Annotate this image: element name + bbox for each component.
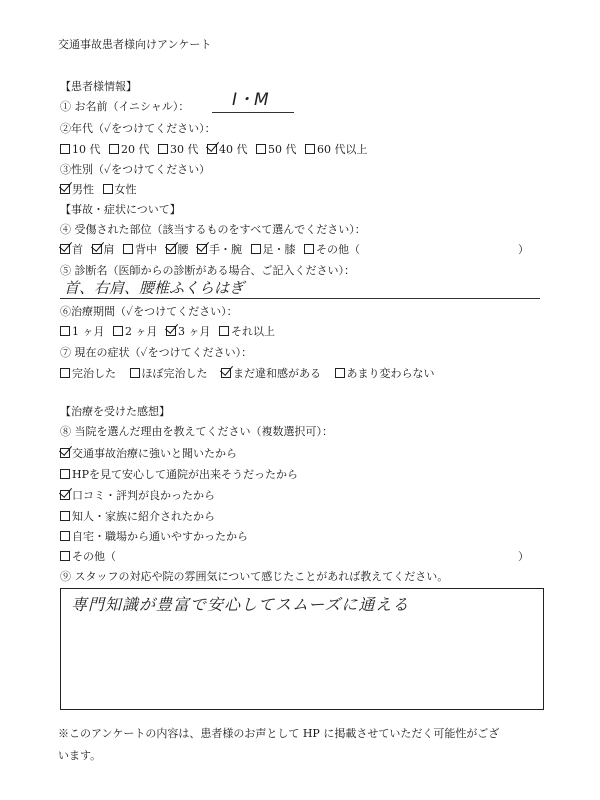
- q4-label: ④ 受傷された部位（該当するものをすべて選んでください）：: [60, 223, 366, 236]
- checkbox-icon[interactable]: [60, 531, 70, 541]
- q2-option[interactable]: 40 代: [207, 143, 248, 157]
- q8-close-paren: ）: [518, 550, 529, 563]
- q5-label: ⑤ 診断名（医師からの診断がある場合、ご記入ください）：: [60, 264, 355, 277]
- checkbox-icon[interactable]: [251, 244, 261, 254]
- q6-option[interactable]: それ以上: [219, 325, 275, 339]
- q6-options: [60, 325, 280, 339]
- q6-option[interactable]: 3 ヶ月: [166, 325, 211, 339]
- checked-checkbox-icon[interactable]: [60, 244, 70, 254]
- q7-options: [60, 367, 440, 381]
- checked-checkbox-icon[interactable]: [166, 244, 176, 254]
- q7-option[interactable]: 完治した: [60, 367, 116, 381]
- q8-option[interactable]: 口コミ・評判が良かったから: [60, 489, 215, 503]
- q3-options: [60, 183, 142, 197]
- checkbox-icon[interactable]: [60, 469, 70, 479]
- q7-option[interactable]: ほぼ完治した: [130, 367, 208, 381]
- checkbox-icon[interactable]: [123, 244, 133, 254]
- checkbox-icon[interactable]: [130, 368, 140, 378]
- q2-option[interactable]: 20 代: [109, 143, 150, 157]
- checked-checkbox-icon[interactable]: [92, 244, 102, 254]
- checked-checkbox-icon[interactable]: [166, 326, 176, 336]
- q4-option[interactable]: その他（: [304, 243, 360, 257]
- checked-checkbox-icon[interactable]: [60, 490, 70, 500]
- q4-options: [60, 243, 365, 257]
- checked-checkbox-icon[interactable]: [197, 244, 207, 254]
- checked-checkbox-icon[interactable]: [221, 368, 231, 378]
- q8-option[interactable]: HPを見て安心して通院が出来そうだったから: [60, 468, 298, 482]
- q8-option[interactable]: 交通事故治療に強いと聞いたから: [60, 447, 237, 461]
- q9-label: ⑨ スタッフの対応や院の雰囲気について感じたことがあれば教えてください。: [60, 570, 449, 583]
- checkbox-icon[interactable]: [219, 326, 229, 336]
- q2-option[interactable]: 50 代: [256, 143, 297, 157]
- section-heading-impression: 【治療を受けた感想】: [60, 405, 170, 418]
- checkbox-icon[interactable]: [60, 144, 70, 154]
- q1-answer[interactable]: I・M: [232, 90, 269, 110]
- q9-answer[interactable]: 専門知識が豊富で安心してスムーズに通える: [71, 595, 410, 614]
- checked-checkbox-icon[interactable]: [207, 144, 217, 154]
- checkbox-icon[interactable]: [158, 144, 168, 154]
- q3-option[interactable]: 女性: [103, 183, 137, 197]
- section-heading-accident: 【事故・症状について】: [60, 203, 181, 216]
- q8-option[interactable]: 知人・家族に紹介されたから: [60, 510, 215, 524]
- q2-option[interactable]: 10 代: [60, 143, 101, 157]
- q2-option[interactable]: 30 代: [158, 143, 199, 157]
- q6-label: ⑥治療期間（✓をつけてください）：: [60, 305, 238, 318]
- q1-answer-line: [212, 112, 294, 113]
- checkbox-icon[interactable]: [335, 368, 345, 378]
- q8-option[interactable]: その他（: [60, 550, 116, 564]
- q4-option[interactable]: 肩: [92, 243, 115, 257]
- q7-option[interactable]: あまり変わらない: [335, 367, 435, 381]
- checked-checkbox-icon[interactable]: [60, 184, 70, 194]
- q2-options: [60, 143, 373, 157]
- q2-label: ②年代（✓をつけてください）：: [60, 122, 216, 135]
- q8-label: ⑧ 当院を選んだ理由を教えてください（複数選択可）：: [60, 425, 333, 438]
- q6-option[interactable]: 1 ヶ月: [60, 325, 105, 339]
- checkbox-icon[interactable]: [304, 244, 314, 254]
- q1-label: ① お名前（イニシャル）：: [60, 100, 190, 113]
- q4-option[interactable]: 足・膝: [251, 243, 296, 257]
- checkbox-icon[interactable]: [60, 551, 70, 561]
- q4-option[interactable]: 手・腕: [197, 243, 242, 257]
- q2-option[interactable]: 60 代以上: [305, 143, 368, 157]
- q9-answer-box[interactable]: [60, 588, 544, 710]
- checkbox-icon[interactable]: [109, 144, 119, 154]
- footer-note-line1: ※このアンケートの内容は、患者様のお声として HP に掲載させていただく可能性がござ: [58, 727, 500, 740]
- page-title: 交通事故患者様向けアンケート: [58, 38, 212, 51]
- checked-checkbox-icon[interactable]: [60, 448, 70, 458]
- q4-option[interactable]: 背中: [123, 243, 157, 257]
- checkbox-icon[interactable]: [60, 368, 70, 378]
- checkbox-icon[interactable]: [60, 326, 70, 336]
- q4-close-paren: ）: [518, 243, 529, 256]
- footer-note-line2: います。: [58, 749, 102, 762]
- q3-label: ③性別（✓をつけてください）: [60, 163, 211, 176]
- q4-option[interactable]: 腰: [166, 243, 189, 257]
- checkbox-icon[interactable]: [103, 184, 113, 194]
- q5-answer[interactable]: 首、右肩、腰椎ふくらはぎ: [64, 279, 245, 297]
- q7-option[interactable]: まだ違和感がある: [221, 367, 321, 381]
- q3-option[interactable]: 男性: [60, 183, 94, 197]
- section-heading-patient: 【患者様情報】: [60, 80, 137, 93]
- q8-option[interactable]: 自宅・職場から通いやすかったから: [60, 530, 248, 544]
- checkbox-icon[interactable]: [256, 144, 266, 154]
- checkbox-icon[interactable]: [60, 511, 70, 521]
- checkbox-icon[interactable]: [305, 144, 315, 154]
- q5-answer-line: [60, 298, 540, 299]
- q6-option[interactable]: 2 ヶ月: [113, 325, 158, 339]
- q7-label: ⑦ 現在の症状（✓をつけてください）：: [60, 346, 253, 359]
- q4-option[interactable]: 首: [60, 243, 83, 257]
- checkbox-icon[interactable]: [113, 326, 123, 336]
